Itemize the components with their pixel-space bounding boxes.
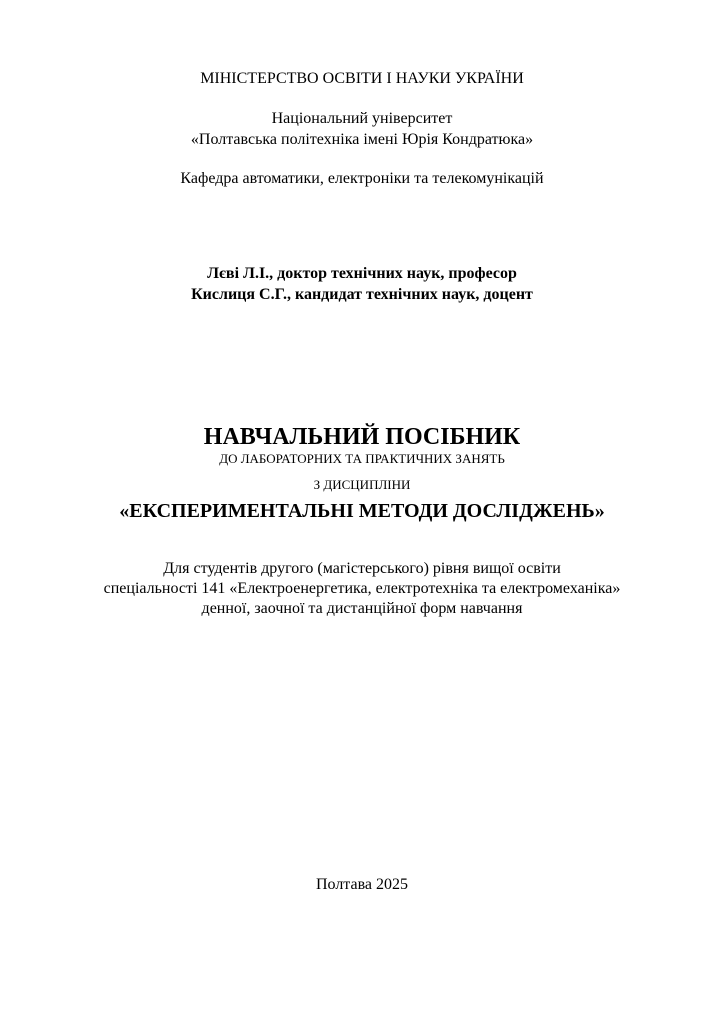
author-2: Кислиця С.Г., кандидат технічних наук, доцент [191,286,533,303]
ministry-heading: МІНІСТЕРСТВО ОСВІТИ І НАУКИ УКРАЇНИ [200,70,524,87]
author-1: Лєві Л.І., доктор технічних наук, професор [207,265,517,282]
audience-line-3: денної, заочної та дистанційної форм навчання [201,600,523,617]
audience-line-2: спеціальності 141 «Електроенергетика, електротехніка та електромеханіка» [103,580,621,597]
university-full-name: «Полтавська політехніка імені Юрія Кондратюка» [190,131,534,148]
department-name: Кафедра автоматики, електроніки та телекомунікацій [180,170,544,187]
audience-line-1: Для студентів другого (магістерського) рівня вищої освіти [163,560,561,577]
discipline-name: «ЕКСПЕРИМЕНТАЛЬНІ МЕТОДИ ДОСЛІДЖЕНЬ» [119,500,605,522]
city-year: Полтава 2025 [315,876,409,893]
document-subtitle: ДО ЛАБОРАТОРНИХ ТА ПРАКТИЧНИХ ЗАНЯТЬ [219,451,505,466]
document-title: НАВЧАЛЬНИЙ ПОСІБНИК [203,424,521,450]
discipline-label: З ДИСЦИПЛІНИ [313,477,411,492]
university-name: Національний університет [271,110,453,127]
